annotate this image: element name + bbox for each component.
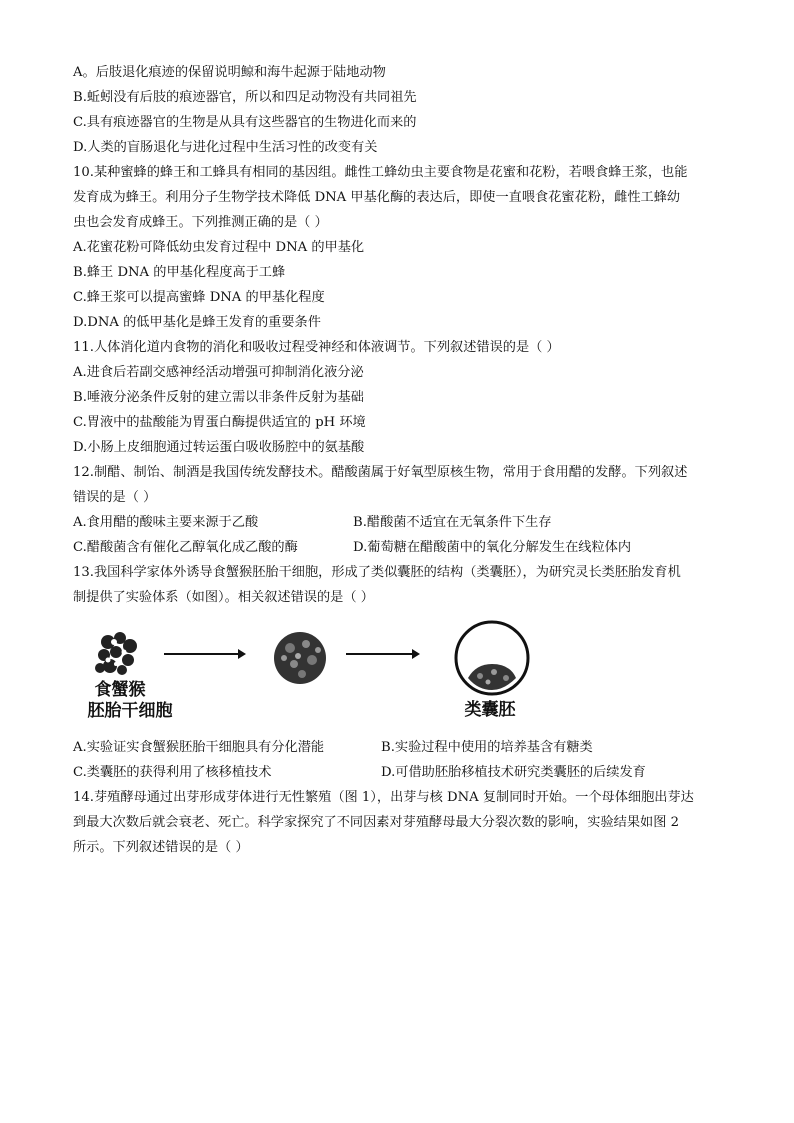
q11-option-b: B.唾液分泌条件反射的建立需以非条件反射为基础 [73,390,364,405]
q11-option-a: A.进食后若副交感神经活动增强可抑制消化液分泌 [73,365,364,380]
q12-option-d: D.葡萄糖在醋酸菌中的氧化分解发生在线粒体内 [353,540,632,555]
q13-option-d: D.可借助胚胎移植技术研究类囊胚的后续发育 [381,765,646,780]
q9-option-a: A。后肢退化痕迹的保留说明鲸和海牛起源于陆地动物 [73,65,386,80]
q13-option-b: B.实验过程中使用的培养基含有糖类 [381,740,593,755]
q12-option-b: B.醋酸菌不适宜在无氧条件下生存 [353,515,552,530]
q12-stem-line-1: 12.制醋、制饴、制酒是我国传统发酵技术。醋酸菌属于好氧型原核生物，常用于食用醋的发酵。下列叙述 [73,465,688,480]
q10-option-a: A.花蜜花粉可降低幼虫发育过程中 DNA 的甲基化 [73,240,365,255]
cell-aggregate-icon [274,632,326,684]
q14-stem-line-2: 到最大次数后就会衰老、死亡。科学家探究了不同因素对芽殖酵母最大分裂次数的影响，实验结果如图 2 [73,815,680,830]
q9-option-b: B.蚯蚓没有后肢的痕迹器官，所以和四足动物没有共同祖先 [73,90,417,105]
blastoid-icon [456,622,528,694]
q11-option-d: D.小肠上皮细胞通过转运蛋白吸收肠腔中的氨基酸 [73,440,365,455]
q12-stem-line-2: 错误的是（ ） [73,490,157,505]
figure-label-stem-cells-line-1: 食蟹猴 [94,680,146,700]
q9-option-d: D.人类的盲肠退化与进化过程中生活习性的改变有关 [73,140,378,155]
q10-option-b: B.蜂王 DNA 的甲基化程度高于工蜂 [73,265,286,280]
q13-option-c: C.类囊胚的获得利用了核移植技术 [73,765,272,780]
q12-option-a: A.食用醋的酸味主要来源于乙酸 [73,515,259,530]
q13-stem-line-1: 13.我国科学家体外诱导食蟹猴胚胎干细胞，形成了类似囊胚的结构（类囊胚），为研究灵长类胚胎发育机 [73,565,681,580]
q13-stem-line-2: 制提供了实验体系（如图）。相关叙述错误的是（ ） [73,590,374,605]
q10-stem-line-3: 虫也会发育成蜂王。下列推测正确的是（ ） [73,215,328,230]
stem-cell-colony-icon [95,632,137,675]
q12-option-c: C.醋酸菌含有催化乙醇氧化成乙酸的酶 [73,540,298,555]
figure-label-stem-cells-line-2: 胚胎干细胞 [87,701,173,721]
q11-stem: 11.人体消化道内食物的消化和吸收过程受神经和体液调节。下列叙述错误的是（ ） [73,340,560,355]
arrow-icon-2 [346,649,420,659]
q14-stem-line-3: 所示。下列叙述错误的是（ ） [73,840,249,855]
q13-option-a: A.实验证实食蟹猴胚胎干细胞具有分化潜能 [73,740,325,755]
q10-option-d: D.DNA 的低甲基化是蜂王发育的重要条件 [73,315,321,330]
q10-stem-line-2: 发育成为蜂王。利用分子生物学技术降低 DNA 甲基化酶的表达后，即使一直喂食花蜜花粉，雌性工蜂幼 [73,190,681,205]
q10-option-c: C.蜂王浆可以提高蜜蜂 DNA 的甲基化程度 [73,290,325,305]
figure-label-blastoid: 类囊胚 [464,700,516,720]
q11-option-c: C.胃液中的盐酸能为胃蛋白酶提供适宜的 pH 环境 [73,415,366,430]
q14-stem-line-1: 14.芽殖酵母通过出芽形成芽体进行无性繁殖（图 1），出芽与核 DNA 复制同时开始。一个母体细胞出芽达 [73,790,694,805]
arrow-icon-1 [164,649,246,659]
q10-stem-line-1: 10.某种蜜蜂的蜂王和工蜂具有相同的基因组。雌性工蜂幼虫主要食物是花蜜和花粉，若喂食蜂王浆，也能 [73,165,688,180]
q9-option-c: C.具有痕迹器官的生物是从具有这些器官的生物进化而来的 [73,115,417,130]
